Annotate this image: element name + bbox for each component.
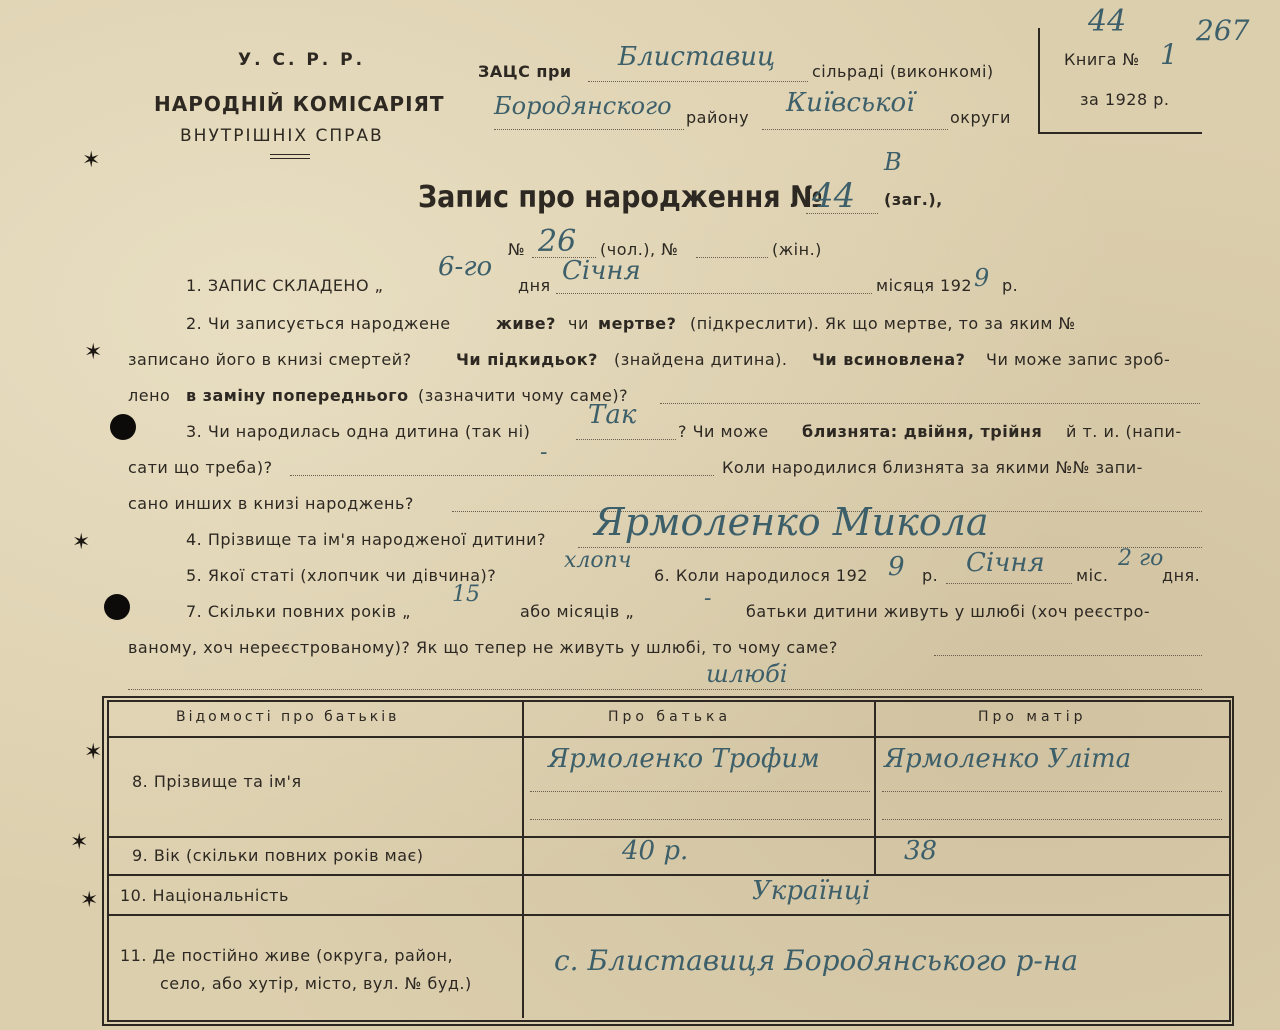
q6-year-handwritten: 9 xyxy=(888,552,905,582)
tear-mark: ✶ xyxy=(84,740,103,765)
tear-mark: ✶ xyxy=(72,530,91,555)
table-rule xyxy=(522,702,524,1018)
q2-line2e: Чи може запис зроб- xyxy=(986,350,1171,369)
q7-line1c: батьки дитини живуть у шлюбі (хоч реєстро- xyxy=(746,602,1151,621)
tear-mark: ✶ xyxy=(82,148,101,173)
q7-line2: ваному, хоч нереєстрованому)? Як що тепер не живуть у шлюбі, то чому саме? xyxy=(128,638,838,657)
q1-month-handwritten: Січня xyxy=(562,256,641,286)
dotted-line xyxy=(578,546,1202,548)
book-label: Книга № xyxy=(1064,50,1140,69)
q2-adopted: Чи всиновлена? xyxy=(812,350,966,369)
q2-foundling: Чи підкидьок? xyxy=(456,350,598,369)
district-handwritten: Бородянского xyxy=(494,92,672,120)
tear-mark: ✶ xyxy=(80,888,99,913)
tear-mark: ✶ xyxy=(84,340,103,365)
residence-handwritten: с. Блиставиця Бородянського р-на xyxy=(554,944,1079,977)
row-nationality-label: 10. Національність xyxy=(120,886,289,905)
dotted-line xyxy=(934,654,1202,656)
village-handwritten: Блиставиц xyxy=(618,42,776,72)
q3-line1b: ? Чи може xyxy=(678,422,769,441)
table-rule xyxy=(107,874,1229,876)
header-department: ВНУТРІШНІХ СПРАВ xyxy=(180,126,384,146)
header-ussr: У. С. Р. Р. xyxy=(238,50,366,70)
q2-line2a: записано його в книзі смертей? xyxy=(128,350,412,369)
q1-day-label: дня xyxy=(518,276,551,295)
table-header-father: Про батька xyxy=(608,709,732,725)
dotted-line xyxy=(946,582,1072,584)
q3-twins: близнята: двійня, трійня xyxy=(802,422,1043,441)
q6-month-label: міс. xyxy=(1076,566,1109,585)
dotted-line xyxy=(128,688,1202,690)
table-header-mother: Про матір xyxy=(978,709,1087,725)
title-super-handwritten: В xyxy=(884,148,902,176)
q3-line1d: й т. и. (напи- xyxy=(1066,422,1182,441)
row-residence-label-2: село, або хутір, місто, вул. № буд.) xyxy=(160,974,472,993)
dotted-line xyxy=(762,128,948,130)
q2-line1a: 2. Чи записується народжене xyxy=(186,314,451,333)
q2-line1e: (підкреслити). Як що мертве, то за яким № xyxy=(690,314,1076,333)
okrug-label: округи xyxy=(950,108,1011,127)
q3-line1a: 3. Чи народилась одна дитина (так ні) xyxy=(186,422,531,441)
q5-label: 5. Якої статі (хлопчик чи дівчина)? xyxy=(186,566,497,585)
q3-line3: сано инших в книзі народжень? xyxy=(128,494,414,513)
father-name-handwritten: Ярмоленко Трофим xyxy=(548,744,820,774)
dotted-line xyxy=(660,402,1200,404)
title-number-handwritten: 44 xyxy=(812,176,856,216)
dotted-line xyxy=(882,818,1222,820)
q3-dash-handwritten: - xyxy=(540,440,548,465)
nationality-handwritten: Українці xyxy=(752,876,871,906)
q6-month-handwritten: Січня xyxy=(966,548,1045,578)
dotted-line xyxy=(290,474,714,476)
q2-dead: мертве? xyxy=(598,314,677,333)
zags-prefix: ЗАЦС при xyxy=(478,62,572,81)
dotted-line xyxy=(530,818,870,820)
q7-answer-handwritten: шлюбі xyxy=(706,660,788,688)
book-number-handwritten: 1 xyxy=(1160,38,1178,71)
district-label: району xyxy=(686,108,750,127)
punch-hole xyxy=(104,594,130,620)
q2-line3c: (зазначити чому саме)? xyxy=(418,386,629,405)
q2-live: живе? xyxy=(496,314,556,333)
table-header-info: Відомості про батьків xyxy=(176,709,400,725)
q1-label: 1. ЗАПИС СКЛАДЕНО „ xyxy=(186,276,384,295)
q6-year-label: р. xyxy=(922,566,939,585)
mother-name-handwritten: Ярмоленко Уліта xyxy=(884,744,1132,774)
dotted-line xyxy=(576,438,676,440)
q1-year-suffix: р. xyxy=(1002,276,1019,295)
dotted-line xyxy=(556,292,872,294)
q6-label: 6. Коли народилося 192 xyxy=(654,566,868,585)
book-corner-handwritten: 267 xyxy=(1196,14,1250,47)
book-year: за 1928 р. xyxy=(1080,90,1170,109)
dotted-line xyxy=(588,80,808,82)
table-rule xyxy=(874,702,876,876)
q2-line2c: (знайдена дитина). xyxy=(614,350,788,369)
row-age-label: 9. Вік (скільки повних років має) xyxy=(132,846,424,865)
header-rule xyxy=(270,158,310,159)
record-title: Запис про народження № xyxy=(418,180,823,215)
q2-replacement: в заміну попереднього xyxy=(186,386,409,405)
father-age-handwritten: 40 р. xyxy=(622,836,689,866)
male-number-handwritten: 26 xyxy=(538,224,577,259)
row-name-label: 8. Прізвище та ім'я xyxy=(132,772,302,791)
male-num-label: № xyxy=(508,240,526,259)
q1-month-label: місяця 192 xyxy=(876,276,973,295)
q1-year-handwritten: 9 xyxy=(974,264,990,292)
dotted-line xyxy=(696,256,768,258)
q5-answer-handwritten: хлопч xyxy=(564,548,632,573)
q7-years-handwritten: 15 xyxy=(452,582,480,607)
q4-answer-handwritten: Ярмоленко Микола xyxy=(594,500,989,544)
female-label: (жін.) xyxy=(772,240,822,259)
okrug-handwritten: Київської xyxy=(786,88,915,118)
q3-answer-handwritten: Так xyxy=(588,400,637,430)
q7-line1a: 7. Скільки повних років „ xyxy=(186,602,411,621)
mother-age-handwritten: 38 xyxy=(904,836,938,866)
row-residence-label-1: 11. Де постійно живе (округа, район, xyxy=(120,946,454,965)
dotted-line xyxy=(882,790,1222,792)
q3-line2b: Коли народилися близнята за якими №№ запи- xyxy=(722,458,1143,477)
header-commissariat: НАРОДНІЙ КОМІСАРІЯТ xyxy=(154,92,445,116)
header-rule xyxy=(270,154,310,155)
q6-day-label: дня. xyxy=(1162,566,1201,585)
q7-line1b: або місяців „ xyxy=(520,602,635,621)
tear-mark: ✶ xyxy=(70,830,89,855)
table-rule xyxy=(107,914,1229,916)
book-top-handwritten: 44 xyxy=(1088,4,1127,39)
q6-day-handwritten: 2 го xyxy=(1118,546,1164,571)
table-rule xyxy=(107,736,1229,738)
q2-or: чи xyxy=(568,314,589,333)
title-suffix: (заг.), xyxy=(884,190,943,209)
q7-months-handwritten: - xyxy=(704,586,712,611)
dotted-line xyxy=(494,128,684,130)
dotted-line xyxy=(530,790,870,792)
council-label: сільраді (виконкомі) xyxy=(812,62,994,81)
male-label: (чол.), № xyxy=(600,240,679,259)
q2-line3a: лено xyxy=(128,386,171,405)
q3-line2a: сати що треба)? xyxy=(128,458,273,477)
q4-label: 4. Прізвище та ім'я народженої дитини? xyxy=(186,530,546,549)
q1-day-handwritten: 6-го xyxy=(438,252,493,282)
punch-hole xyxy=(110,414,136,440)
